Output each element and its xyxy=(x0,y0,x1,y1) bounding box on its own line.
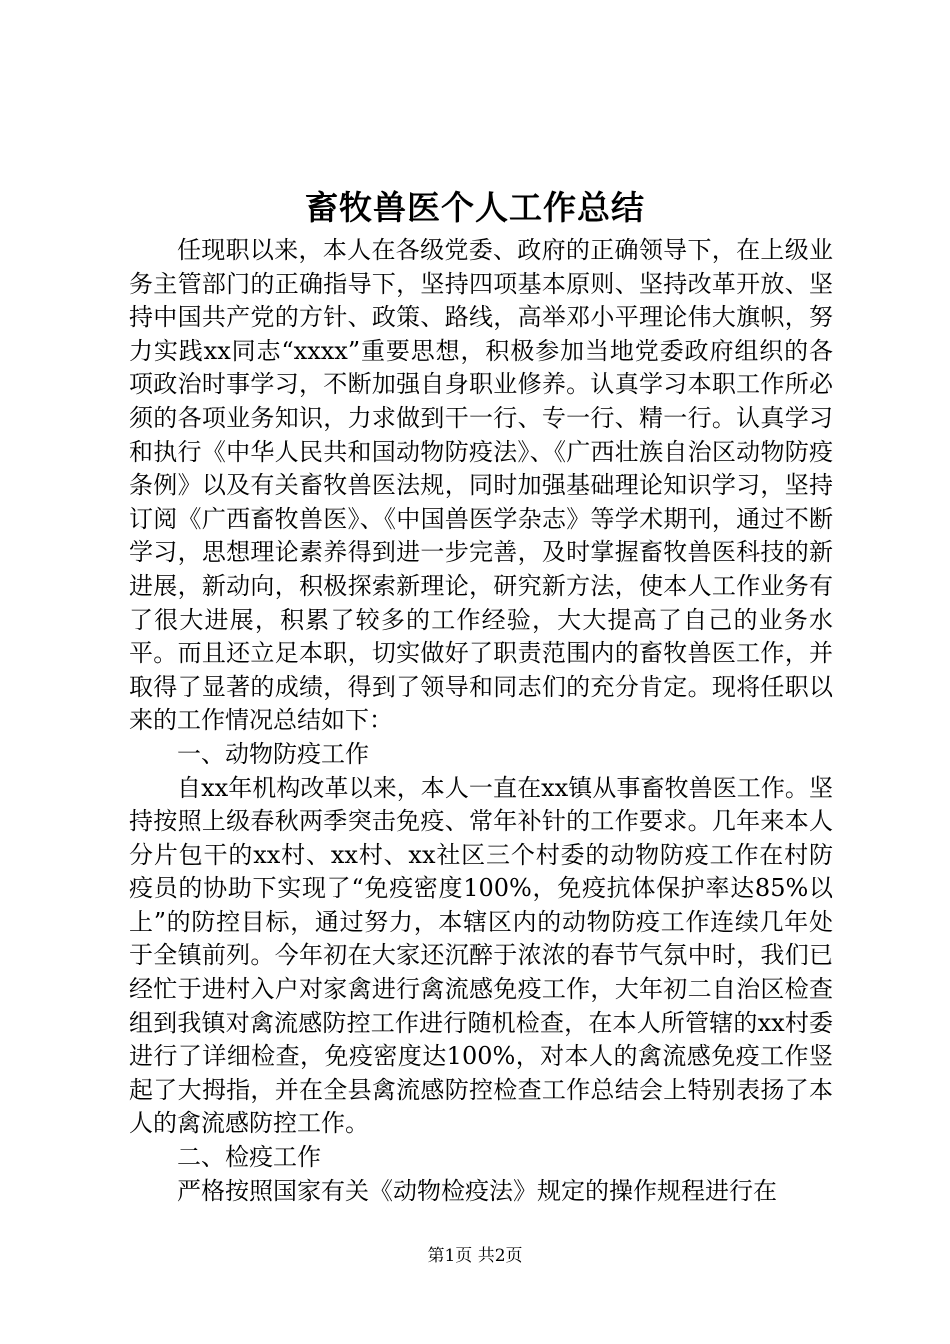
epidemic-prevention-paragraph: 自xx年机构改革以来，本人一直在xx镇从事畜牧兽医工作。坚持按照上级春秋两季突击免疫、常年补针的工作要求。几年来本人分片包干的xx村、xx村、xx社区三个村委的动物防疫工作在村防疫员的协助下实现了“免疫密度100%，免疫抗体保护率达85%以上”的防控目标，通过努力，本辖区内的动物防疫工作连续几年处于全镇前列。今年初在大家还沉醉于浓浓的春节气氛中时，我们已经忙于进村入户对家禽进行禽流感免疫工作，大年初二自治区检查组到我镇对禽流感防控工作进行随机检查，在本人所管辖的xx村委进行了详细检查，免疫密度达100%，对本人的禽流感免疫工作竖起了大拇指，并在全县禽流感防控检查工作总结会上特别表扬了本人的禽流感防控工作。 xyxy=(129,773,833,1138)
document-body xyxy=(129,234,833,1208)
intro-paragraph: 任现职以来，本人在各级党委、政府的正确领导下，在上级业务主管部门的正确指导下，坚持四项基本原则、坚持改革开放、坚持中国共产党的方针、政策、路线，高举邓小平理论伟大旗帜，努力实践xx同志“xxxx”重要思想，积极参加当地党委政府组织的各项政治时事学习，不断加强自身职业修养。认真学习本职工作所必须的各项业务知识，力求做到干一行、专一行、精一行。认真学习和执行《中华人民共和国动物防疫法》、《广西壮族自治区动物防疫条例》以及有关畜牧兽医法规，同时加强基础理论知识学习，坚持订阅《广西畜牧兽医》、《中国兽医学杂志》等学术期刊，通过不断学习，思想理论素养得到进一步完善，及时掌握畜牧兽医科技的新进展，新动向，积极探索新理论，研究新方法，使本人工作业务有了很大进展，积累了较多的工作经验，大大提高了自己的业务水平。而且还立足本职，切实做好了职责范围内的畜牧兽医工作，并取得了显著的成绩，得到了领导和同志们的充分肯定。现将任职以来的工作情况总结如下： xyxy=(129,236,833,735)
quarantine-paragraph: 严格按照国家有关《动物检疫法》规定的操作规程进行在 xyxy=(177,1176,777,1205)
document-title: 畜牧兽医个人工作总结 xyxy=(305,188,645,227)
section-heading-epidemic-prevention: 一、动物防疫工作 xyxy=(177,739,369,768)
page-footer: 第1页 共2页 xyxy=(427,1246,523,1266)
section-heading-quarantine: 二、检疫工作 xyxy=(177,1143,321,1172)
